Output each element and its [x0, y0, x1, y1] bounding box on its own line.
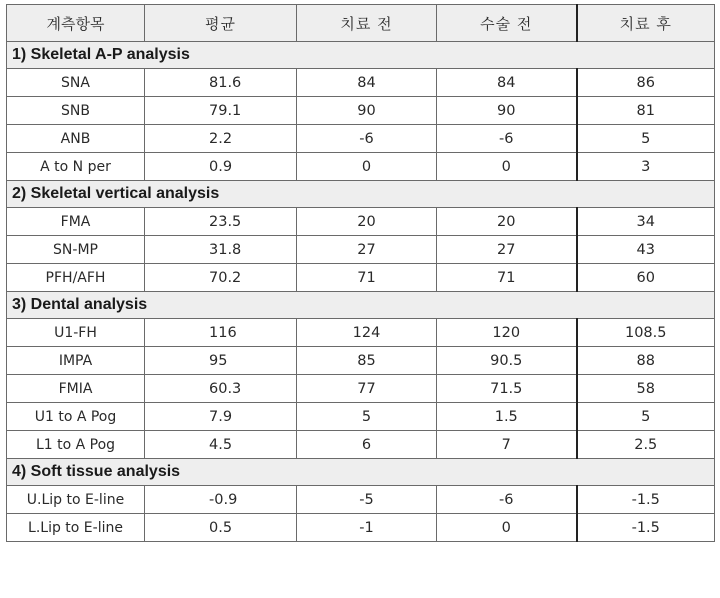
- cephalometric-table: [6, 4, 715, 542]
- post-treatment-cell: 3: [577, 153, 715, 181]
- mean-cell: 95: [145, 347, 297, 375]
- mean-cell: 116: [145, 319, 297, 347]
- post-treatment-cell: 108.5: [577, 319, 715, 347]
- pre-treatment-cell: 20: [297, 208, 437, 236]
- post-treatment-cell: -1.5: [577, 514, 715, 542]
- post-treatment-cell: 5: [577, 403, 715, 431]
- row-label: U.Lip to E-line: [7, 486, 145, 514]
- mean-cell: -0.9: [145, 486, 297, 514]
- table-row: [7, 153, 715, 181]
- mean-cell: 4.5: [145, 431, 297, 459]
- pre-treatment-cell: 85: [297, 347, 437, 375]
- pre-surgery-cell: 1.5: [437, 403, 577, 431]
- post-treatment-cell: 2.5: [577, 431, 715, 459]
- post-treatment-cell: 58: [577, 375, 715, 403]
- row-label: ANB: [7, 125, 145, 153]
- pre-treatment-cell: 6: [297, 431, 437, 459]
- post-treatment-cell: 34: [577, 208, 715, 236]
- pre-treatment-cell: -1: [297, 514, 437, 542]
- table-row: [7, 375, 715, 403]
- pre-surgery-cell: 7: [437, 431, 577, 459]
- section-title: 2) Skeletal vertical analysis: [7, 181, 715, 208]
- pre-surgery-cell: 71.5: [437, 375, 577, 403]
- pre-surgery-cell: 27: [437, 236, 577, 264]
- table-row: [7, 208, 715, 236]
- row-label: PFH/AFH: [7, 264, 145, 292]
- mean-cell: 79.1: [145, 97, 297, 125]
- mean-cell: 0.9: [145, 153, 297, 181]
- row-label: L1 to A Pog: [7, 431, 145, 459]
- post-treatment-cell: 5: [577, 125, 715, 153]
- table-row: [7, 264, 715, 292]
- post-treatment-cell: 60: [577, 264, 715, 292]
- section-title: 4) Soft tissue analysis: [7, 459, 715, 486]
- pre-treatment-cell: 84: [297, 69, 437, 97]
- table-row: [7, 125, 715, 153]
- mean-cell: 81.6: [145, 69, 297, 97]
- row-label: SNB: [7, 97, 145, 125]
- row-label: SN-MP: [7, 236, 145, 264]
- pre-surgery-cell: 90.5: [437, 347, 577, 375]
- table-row: [7, 97, 715, 125]
- header-mean: 평균: [145, 5, 297, 42]
- pre-treatment-cell: 77: [297, 375, 437, 403]
- section-header-row: [7, 459, 715, 486]
- pre-treatment-cell: 124: [297, 319, 437, 347]
- header-measurement: 계측항목: [7, 5, 145, 42]
- table-row: [7, 486, 715, 514]
- header-pre-surgery: 수술 전: [437, 5, 577, 42]
- table-header: [7, 5, 715, 42]
- mean-cell: 2.2: [145, 125, 297, 153]
- pre-surgery-cell: 20: [437, 208, 577, 236]
- header-post-treatment: 치료 후: [577, 5, 715, 42]
- mean-cell: 60.3: [145, 375, 297, 403]
- post-treatment-cell: 88: [577, 347, 715, 375]
- table-row: [7, 319, 715, 347]
- row-label: FMA: [7, 208, 145, 236]
- table-row: [7, 69, 715, 97]
- post-treatment-cell: -1.5: [577, 486, 715, 514]
- pre-surgery-cell: 0: [437, 153, 577, 181]
- header-row: [7, 5, 715, 42]
- table-row: [7, 347, 715, 375]
- pre-treatment-cell: 90: [297, 97, 437, 125]
- row-label: A to N per: [7, 153, 145, 181]
- pre-treatment-cell: 71: [297, 264, 437, 292]
- table-body: [7, 42, 715, 542]
- mean-cell: 70.2: [145, 264, 297, 292]
- table-row: [7, 236, 715, 264]
- row-label: U1 to A Pog: [7, 403, 145, 431]
- table-row: [7, 431, 715, 459]
- mean-cell: 7.9: [145, 403, 297, 431]
- section-title: 3) Dental analysis: [7, 292, 715, 319]
- post-treatment-cell: 81: [577, 97, 715, 125]
- mean-cell: 23.5: [145, 208, 297, 236]
- section-header-row: [7, 42, 715, 69]
- row-label: U1-FH: [7, 319, 145, 347]
- pre-treatment-cell: 27: [297, 236, 437, 264]
- row-label: SNA: [7, 69, 145, 97]
- row-label: L.Lip to E-line: [7, 514, 145, 542]
- header-pre-treatment: 치료 전: [297, 5, 437, 42]
- mean-cell: 31.8: [145, 236, 297, 264]
- section-title: 1) Skeletal A-P analysis: [7, 42, 715, 69]
- pre-surgery-cell: 71: [437, 264, 577, 292]
- row-label: FMIA: [7, 375, 145, 403]
- mean-cell: 0.5: [145, 514, 297, 542]
- section-header-row: [7, 181, 715, 208]
- post-treatment-cell: 43: [577, 236, 715, 264]
- pre-treatment-cell: -6: [297, 125, 437, 153]
- pre-treatment-cell: 0: [297, 153, 437, 181]
- section-header-row: [7, 292, 715, 319]
- pre-surgery-cell: 90: [437, 97, 577, 125]
- row-label: IMPA: [7, 347, 145, 375]
- post-treatment-cell: 86: [577, 69, 715, 97]
- pre-surgery-cell: 0: [437, 514, 577, 542]
- table-row: [7, 514, 715, 542]
- pre-surgery-cell: -6: [437, 486, 577, 514]
- pre-surgery-cell: 120: [437, 319, 577, 347]
- pre-treatment-cell: 5: [297, 403, 437, 431]
- pre-surgery-cell: -6: [437, 125, 577, 153]
- pre-treatment-cell: -5: [297, 486, 437, 514]
- pre-surgery-cell: 84: [437, 69, 577, 97]
- table-row: [7, 403, 715, 431]
